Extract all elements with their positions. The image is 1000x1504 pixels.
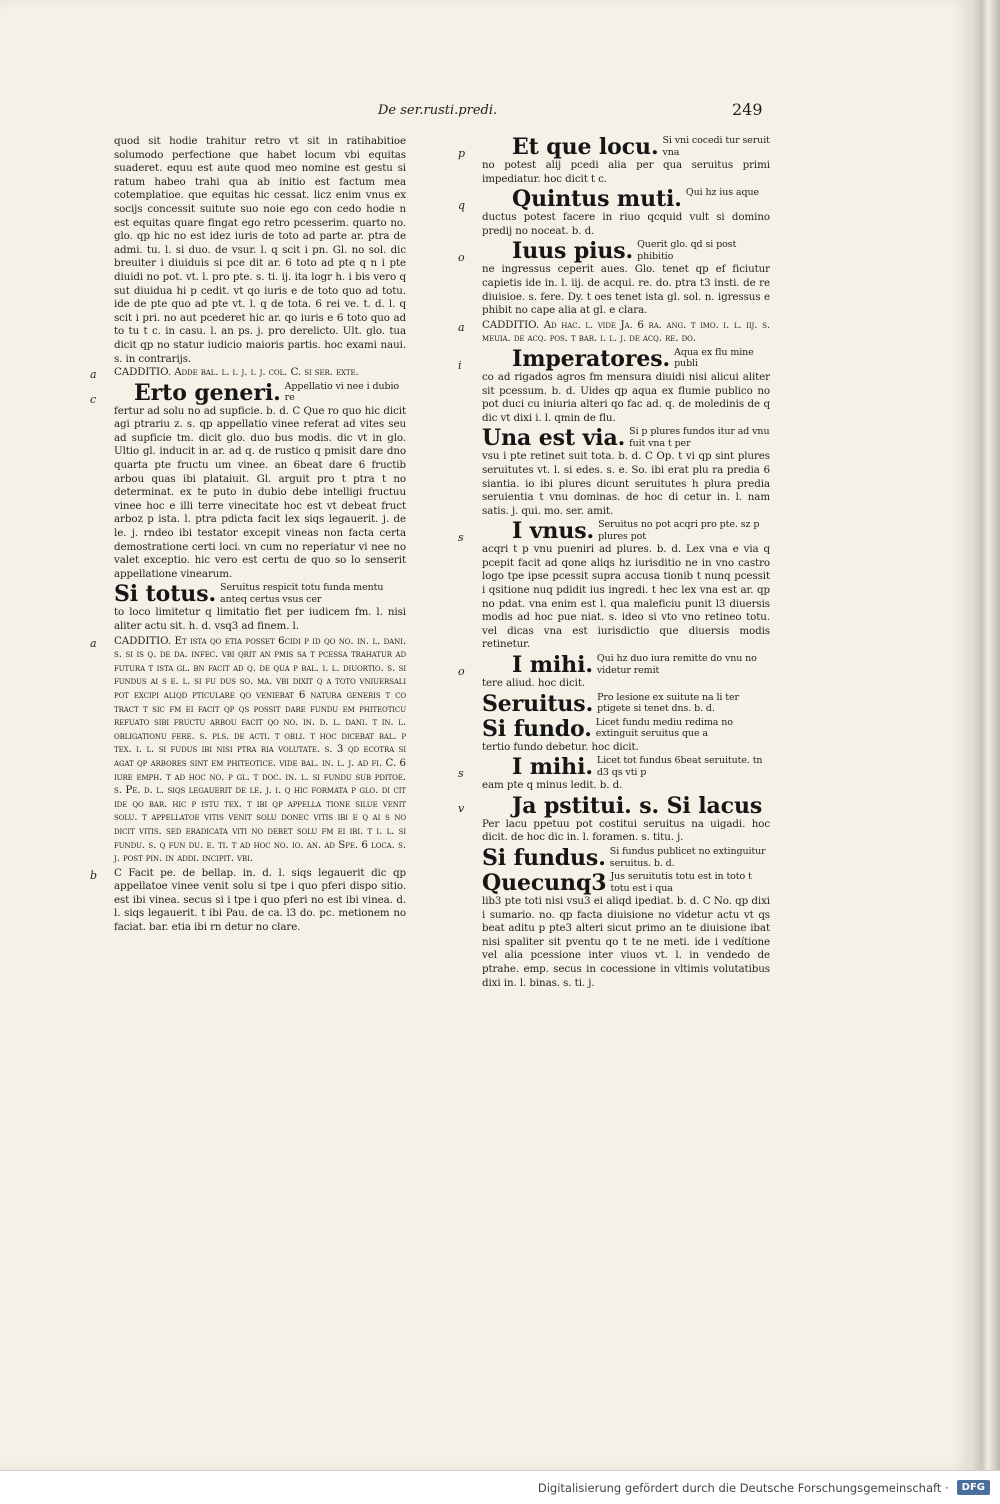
lemma-heading: Una est via. [482,425,626,452]
lemma-entry-et-que [458,134,770,186]
lemma-heading: Seruitus. [482,690,594,717]
margin-marker: o [458,665,465,679]
lemma-heading: Si fundus. [482,845,606,871]
left-column [90,135,406,936]
lemma-note: Querit glo. qd si post phibitio [637,239,737,262]
addition-text: CADDITIO. Ad hac. l. vide Ja. 6 ra. ang. t imo. i. l. iij. s. meuia. de acq. pos. t bar. i. l. j. de acq. re. do. [482,318,770,345]
entry-text: lib3 pte toti nisi vsu3 ei aliqd ipediat. b. d. C No. qp dixi i sumario. no. qp facta diuisione no videtur actu vt qs beat aditu p pte3 alteri sicut primo an te diuisione ibat nisi spaliter sit pventu qo t te ne meti. ide i vedítione vel alia pcessione inter viuos vt. l. in vendedo de ptrahe. emp. secus in cocessione in vltimis volutatibus dixi in. l. binas. s. ti. j. [482,895,770,989]
lemma-heading: Ja pstitui. s. Si lacus [512,792,763,819]
margin-marker: o [458,251,465,265]
lemma-heading: I mihi. [512,754,593,781]
funding-credit: Digitalisierung gefördert durch die Deutsche Forschungsgemeinschaft · [537,1480,949,1495]
lemma-entry-quintus [458,186,770,238]
addition-text: C Facit pe. de bellap. in. d. l. siqs legauerit dic qp appellatoe vinee venit solu si tpe i quo pferi dispo sitio. est ibi vinea. secus si i tpe i quo pferi no est ibi vinea. d. l. siqs legauerit. t ibi Pau. de ca. l3 do. pc. metionem no faciat. bar. etia ibi rn detur no clare. [114,866,406,934]
margin-marker: a [90,368,97,382]
lemma-note: Qui hz duo iura remitte do vnu no videtur remit [596,653,757,676]
lemma-entry-certo [90,379,406,582]
page-edge [970,0,1000,1470]
lemma-entry-una-est [482,426,770,518]
intro-paragraph: quod sit hodie trahitur retro vt sit in ratihabitioe solumodo perfectione que habet locum vbi equitas suaderet. equu est aute quod meo nomine est gestu si ratum habeo trahi qua ab initio est factum mea cotemplatioe. que equitas hic cessat. licz enim vnus ex socijs concessit suitute suo noie ego con cedo hodie n est equitas quare fingat ego retro pcesserim. quarto no. glo. qp hic no est idez iuris de toto ad parte ar. ptra de admi. tu. l. si duo. de vsur. l. q scit i pn. Gl. no sol. dic breuiter i diuiduis si pce dit ar. 6 toto ad pte q n i pte diuidi no pot. vt. l. pro pte. s. ti. ij. ita logr h. i bis vero q sut diuidua hi p cedit. vt qo iuris e de toto quo ad totu. ide de pte quo ad pte vt. l. q de tota. 6 rei ve. t. d. l. q scit i pri. no aut pcederet hic ar. qo iuris e 6 toto quo ad to tu t c. in casu. l. an ps. j. pro derelicto. Ult. glo. tua dicit qp no statur iudicio maioris partis. hoc exami naui. s. in contrarijs. [114,135,406,365]
lemma-heading: Iuus pius. [512,238,634,265]
margin-marker: q [458,199,465,213]
footer-bar [0,1470,1000,1504]
dfg-logo: DFG [957,1480,990,1495]
lemma-heading: Quecunq3 [482,870,607,896]
margin-marker: i [458,358,462,372]
lemma-entry-imperatores [458,345,770,425]
entry-text: ne ingressus ceperit aues. Glo. tenet qp ef ficiutur capietis ide in. l. iij. de acqui. re. do. ptra t3 insti. de re diuisioe. s. fere. Dy. t oes tenet ista gl. sol. n. igressus e phibit no cape alia at gl. e clara. [482,263,770,317]
addition-text: CADDITIO. Adde bal. l. i. j. i. j. col. C. si ser. exte. [114,366,359,379]
entry-text: no potest alij pcedi alia per qua seruitus primi impediatur. hoc dicit t c. [482,159,770,185]
addition-entry [90,366,406,382]
right-column [458,134,770,991]
lemma-note: Pro lesione ex suitute na li ter ptigete si tenet dns. b. d. [597,691,739,715]
running-head: De ser.rusti.predi. [378,103,498,118]
lemma-heading: Erto generi. [134,379,281,406]
entry-text: to loco limitetur q limitatio fiet per iudicem fm. l. nisi aliter actu sit. h. d. vsq3 ad finem. l. [114,606,406,632]
lemma-entry-seruitus [482,692,770,716]
margin-marker: v [458,801,465,815]
lemma-note: Seruitus respicit totu funda mentu anteq certus vsus cer [220,582,384,605]
addition-entry [458,318,770,346]
margin-marker: c [90,392,97,406]
margin-marker: s [458,767,464,781]
entry-text: tertio fundo debetur. hoc dicit. [482,740,639,753]
lemma-entry-i-vnus [458,518,770,652]
folio-number: 249 [732,100,763,119]
margin-marker: b [90,868,97,882]
entry-text: tere aliud. hoc dicit. [482,677,586,690]
lemma-note: Jus seruitutis totu est in toto t totu est i qua [610,871,752,894]
entry-text: Per lacu ppetuu pot costitui seruitus na uigadi. hoc dicit. de hoc dic in. l. foramen. s. titu. j. [482,817,770,844]
entry-text: eam pte q minus ledit. b. d. [482,779,623,792]
lemma-entry-iuus [458,238,770,317]
lemma-note: Seruitus no pot acqri pro pte. sz p plures pot [598,519,760,542]
lemma-heading: I vnus. [512,518,595,545]
entry-text: ductus potest facere in riuo qcquid vult si domino predij no noceat. b. d. [482,211,770,237]
margin-marker: a [458,320,465,334]
entry-text: acqri t p vnu pueniri ad plures. b. d. Lex vna e via q pcepit facit ad qone aliqs hz iurisditio ne in vno castro logo tpe ipse pcessit supra accusa tionib t nunq pcessit i qsitione nuq pdidit ius ingredi. t hec lex vna est ar. qp no pdat. vna enim est l. qua maleficiu punit l3 diuersis modis ad hoc pue niat. s. ideo si vto vno retineo totu. vel dicas vna est iurisdictio que diuersis modis retinetur. [482,543,770,651]
lemma-note: Appellatio vi nee i dubio re [284,380,400,404]
entry-text: fertur ad solu no ad supficie. b. d. C Que ro quo hic dicit agi ptrariu z. s. qp appellatio vinee referat ad vites seu ad supficie tm. dicit glo. duo bus modis. dic vt in glo. Ultio gl. inducit in ar. ad q. de rustico q pmisit dare dno quarta pte fructu um vinee. an 6beat dare 6 fructib arbou quas ibi plataiuit. Gl. arguit pro t ptra t no determinat. ex te puto in dubio debe intelligi fructuu vinee hoc e illi terre vinecitate hoc est vt debeat fruct arboz p ista. l. ptra pdicta facit lex siqs legauerit. j. de le. j. rndeo ibi testator excepit vineas non facta certa demostratione certi loci. vn cum no reperiatur vi nee no valet exceptio. hic vero est certu de quo so lo senserit appellatione vinearum. [114,404,406,580]
lemma-entry-si-fundo [482,717,770,755]
lemma-entry-si-fundus [482,846,770,870]
lemma-heading: Quintus muti. [512,186,682,213]
entry-text: vsu i pte retinet suit tota. b. d. C Op. t vi qp sint plures seruitutes vt. l. si edes. s. e. So. ibi erat plu ra predia 6 siantia. io ibi plures dicunt seruitutes h plura predia seruientia t vnu dominas. de hoc di cetur in. l. nam satis. j. qui. mo. ser. amit. [482,450,770,517]
addition-entry [90,866,406,935]
lemma-heading: I mihi. [512,652,593,679]
addition-entry [90,634,406,866]
lemma-note: Qui hz ius aque [685,187,760,199]
margin-marker: s [458,531,464,545]
lemma-heading: Et que locu. [512,134,659,160]
margin-marker: p [458,147,465,160]
lemma-entry-i-mihi [458,652,770,691]
lemma-entry-ja-pstitui [458,792,770,845]
lemma-note: Si fundus publicet no extinguitur seruitus. b. d. [609,846,766,869]
addition-text: CADDITIO. Et ista qo etia posset 6cidi p id qo no. in. l. dani. s. si is q. de da. infec. vbi qrit an pmis sa t pcessa trahatur ad futura t ista gl. bn facit ad q. de qua p bal. i. l. diuortio. s. si fundus ai s e. l. si fu dus so. ma. vbi dixit q a toto vniuersali pot excipi aliqd pticulare qo veniebat 6 natura generis t co tract t sic fm ei facit qp qs possit dare fundu em phiteoticu refuato sibi fructu arbou facit qo no. in. d. l. dani. t in. l. obligationu fere. s. pls. de acti. t obli. t hoc dicebat bal. p tex. i. l. si fudus ibi nisi ptra ria volutate. s. 3 qd ecotra si agat qp arbores sint em phiteotice. vide bal. in. l. j. ad fi. C. 6 iure emph. t ad hoc no. p gl. t doc. in. l. si fundu sub pditoe. s. Pe. d. l. siqs legauerit de le. j. i. q hic formata p glo. di cit ide qo bar. hic p istu tex. t ibi qp appella tione silue venit solu. t appellatoe vitis venit solu donec vitis ibi e q ai s no dicit vitis. sed eradicata viti no debet solu fm ei ibi. t i. l. si fundu. s. q fun du. e. ti. t ad hoc no. io. an. ad Spe. 6 loca. s. j. post pin. in addi. incipit. vbi. [114,634,406,865]
lemma-note: Licet fundu mediu redima no extinguit seruitus que a [595,716,733,740]
lemma-note: Aqua ex flu mine publi [674,346,754,370]
margin-marker: a [90,636,97,650]
lemma-heading: Si fundo. [482,715,592,742]
lemma-entry-si-totus [114,582,406,633]
lemma-heading: Si totus. [114,581,217,608]
entry-text: co ad rigados agros fm mensura diuidi nisi alicui aliter sit pcessum. b. d. Uides qp aqua ex flumie publico no pot duci cu iniuria alteri qo fac ad. q. de moledinis de q dic vt dixi i. l. qmin de flu. [482,370,770,424]
lemma-entry-i-mihi-2 [458,754,770,793]
lemma-note: Si vni cocedi tur seruit vna [662,135,770,158]
lemma-note: Licet tot fundus 6beat seruitute. tn d3 qs vti p [596,755,763,778]
lemma-note: Si p plures fundos itur ad vnu fuit vna t per [629,426,770,449]
lemma-entry-quecunq [482,871,770,990]
lemma-heading: Imperatores. [512,345,671,372]
